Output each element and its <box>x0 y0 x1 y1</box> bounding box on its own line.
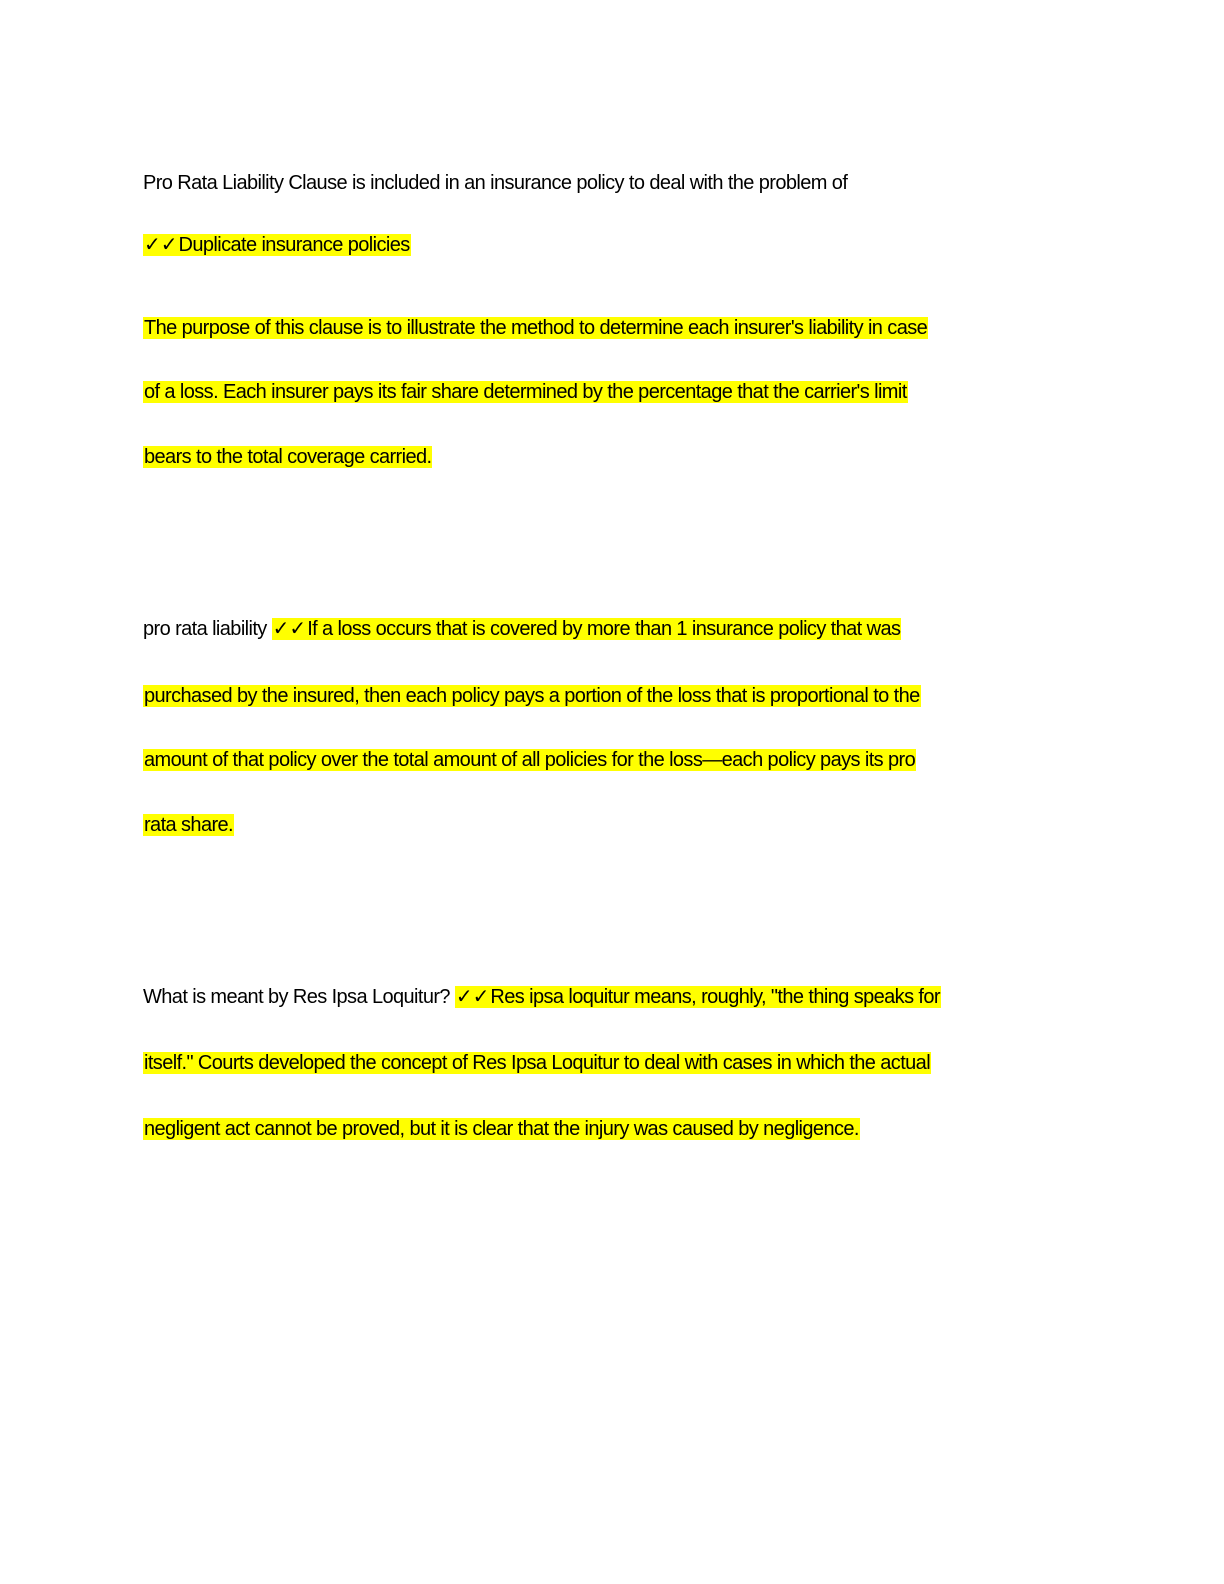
double-check-icon: ✓✓ <box>455 984 490 1008</box>
explanation-text: bears to the total coverage carried. <box>144 446 432 468</box>
term-text: pro rata liability <box>143 618 272 640</box>
answer-highlight <box>455 986 941 1008</box>
pro-rata-liability-line-1 <box>143 609 901 648</box>
explanation-text: The purpose of this clause is to illustrate the method to determine each insurer's liability in case <box>144 317 928 339</box>
res-ipsa-line-3 <box>143 1110 860 1148</box>
answer-highlight <box>143 234 411 256</box>
answer-text: Duplicate insurance policies <box>178 234 410 256</box>
pro-rata-liability-line-4 <box>143 806 234 844</box>
definition-text: rata share. <box>144 814 234 836</box>
double-check-icon: ✓✓ <box>272 616 307 640</box>
question-pro-rata-clause <box>143 164 847 202</box>
explanation-text: of a loss. Each insurer pays its fair share determined by the percentage that the carrier's limit <box>144 381 907 403</box>
answer-text: itself." Courts developed the concept of Res Ipsa Loquitur to deal with cases in which the actual <box>144 1052 931 1074</box>
question-text: Pro Rata Liability Clause is included in an insurance policy to deal with the problem of <box>143 172 848 194</box>
explanation-line-2 <box>143 373 908 411</box>
definition-text: amount of that policy over the total amount of all policies for the loss—each policy pays its pro <box>144 749 916 771</box>
res-ipsa-line-1 <box>143 977 941 1016</box>
double-check-icon: ✓✓ <box>144 232 178 256</box>
question-text: What is meant by Res Ipsa Loquitur? <box>143 986 455 1008</box>
answer-text: Res ipsa loquitur means, roughly, "the thing speaks for <box>490 986 940 1008</box>
definition-text: purchased by the insured, then each policy pays a portion of the loss that is proportional to the <box>144 685 920 707</box>
definition-text: If a loss occurs that is covered by more than 1 insurance policy that was <box>307 618 901 640</box>
res-ipsa-line-2 <box>143 1044 931 1082</box>
pro-rata-liability-line-2 <box>143 677 921 715</box>
explanation-line-3 <box>143 438 432 476</box>
answer-line <box>143 225 411 264</box>
pro-rata-liability-line-3 <box>143 741 916 779</box>
answer-text: negligent act cannot be proved, but it is clear that the injury was caused by negligence. <box>144 1118 859 1140</box>
explanation-line-1 <box>143 309 928 347</box>
definition-highlight <box>272 618 902 640</box>
